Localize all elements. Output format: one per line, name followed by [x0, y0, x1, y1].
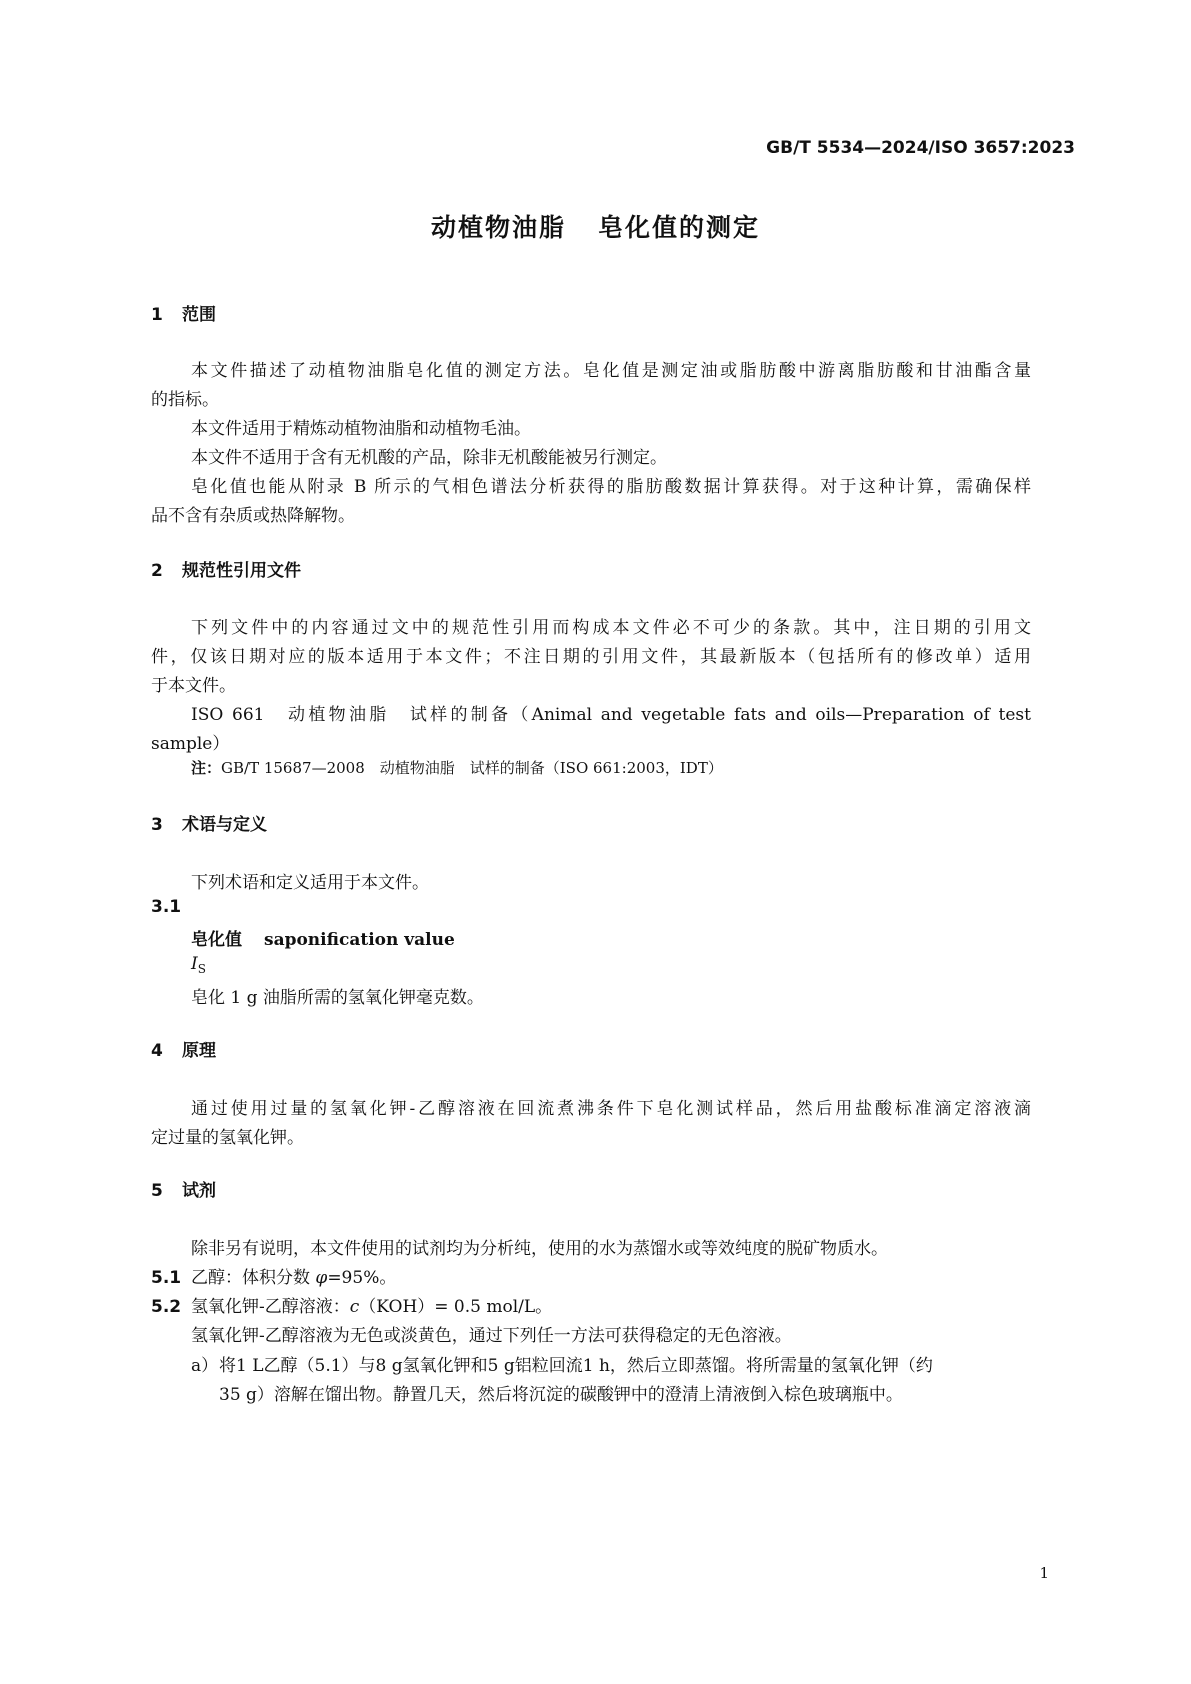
normative-paragraph-line-1: 下列文件中的内容通过文中的规范性引用而构成本文件必不可少的条款。其中，注日期的引用文: [191, 618, 1031, 638]
section-heading-reagents: 5 试剂: [151, 1181, 216, 1201]
section-heading-scope: 1 范围: [151, 305, 216, 325]
reagents-intro: 除非另有说明，本文件使用的试剂均为分析纯，使用的水为蒸馏水或等效纯度的脱矿物质水。: [191, 1239, 888, 1259]
scope-paragraph-1-line-1: 本文件描述了动植物油脂皂化值的测定方法。皂化值是测定油或脂肪酸中游离脂肪酸和甘油酯含量: [191, 361, 1031, 381]
normative-reference-line-1: ISO 661 动植物油脂 试样的制备（Animal and vegetable fats and oils—Preparation of test: [191, 705, 1031, 725]
section-heading-terms: 3 术语与定义: [151, 815, 267, 835]
term-symbol: $I_S$: [191, 954, 206, 976]
page-title: [0, 208, 1191, 244]
scope-paragraph-4-line-1: 皂化值也能从附录 B 所示的气相色谱法分析获得的脂肪酸数据计算获得。对于这种计算，需确保样: [191, 477, 1031, 497]
normative-note: 注：GB/T 15687—2008 动植物油脂 试样的制备（ISO 661:2003，IDT）: [191, 759, 723, 777]
reagent-5-2-description: 氢氧化钾-乙醇溶液为无色或淡黄色，通过下列任一方法可获得稳定的无色溶液。: [191, 1326, 792, 1346]
principle-paragraph-line-1: 通过使用过量的氢氧化钾-乙醇溶液在回流煮沸条件下皂化测试样品，然后用盐酸标准滴定溶液滴: [191, 1099, 1031, 1119]
section-heading-principle: 4 原理: [151, 1041, 216, 1061]
standard-number: GB/T 5534—2024/ISO 3657:2023: [766, 138, 1075, 158]
scope-paragraph-2: 本文件适用于精炼动植物油脂和动植物毛油。: [191, 419, 531, 439]
principle-paragraph-line-2: 定过量的氢氧化钾。: [151, 1128, 304, 1148]
section-heading-normative: 2 规范性引用文件: [151, 561, 301, 581]
title-part2: 皂化值的测定: [598, 213, 761, 242]
method-a-line-2: 35 g）溶解在馏出物。静置几天，然后将沉淀的碳酸钾中的澄清上清液倒入棕色玻璃瓶中。: [219, 1385, 903, 1405]
reagent-5-1: 5.1 乙醇：体积分数 φ=95%。: [151, 1268, 397, 1288]
scope-paragraph-4-line-2: 品不含有杂质或热降解物。: [151, 506, 355, 526]
method-a-line-1: a）将1 L乙醇（5.1）与8 g氢氧化钾和5 g铝粒回流1 h，然后立即蒸馏。将所需量的氢氧化钾（约: [191, 1356, 933, 1376]
term-number: 3.1: [151, 897, 182, 917]
normative-paragraph-line-3: 于本文件。: [151, 676, 236, 696]
normative-reference-line-2: sample）: [151, 734, 230, 754]
scope-paragraph-3: 本文件不适用于含有无机酸的产品，除非无机酸能被另行测定。: [191, 448, 667, 468]
terms-intro: 下列术语和定义适用于本文件。: [191, 873, 429, 893]
page-number: 1: [1039, 1564, 1049, 1582]
term-heading: 皂化值 saponification value: [191, 930, 455, 950]
reagent-5-2: 5.2 氢氧化钾-乙醇溶液：c（KOH）= 0.5 mol/L。: [151, 1297, 553, 1317]
scope-paragraph-1-line-2: 的指标。: [151, 390, 219, 410]
title-part1: 动植物油脂: [430, 213, 566, 242]
term-definition: 皂化 1 g 油脂所需的氢氧化钾毫克数。: [191, 988, 484, 1008]
normative-paragraph-line-2: 件，仅该日期对应的版本适用于本文件；不注日期的引用文件，其最新版本（包括所有的修改单）适用: [151, 647, 1031, 667]
